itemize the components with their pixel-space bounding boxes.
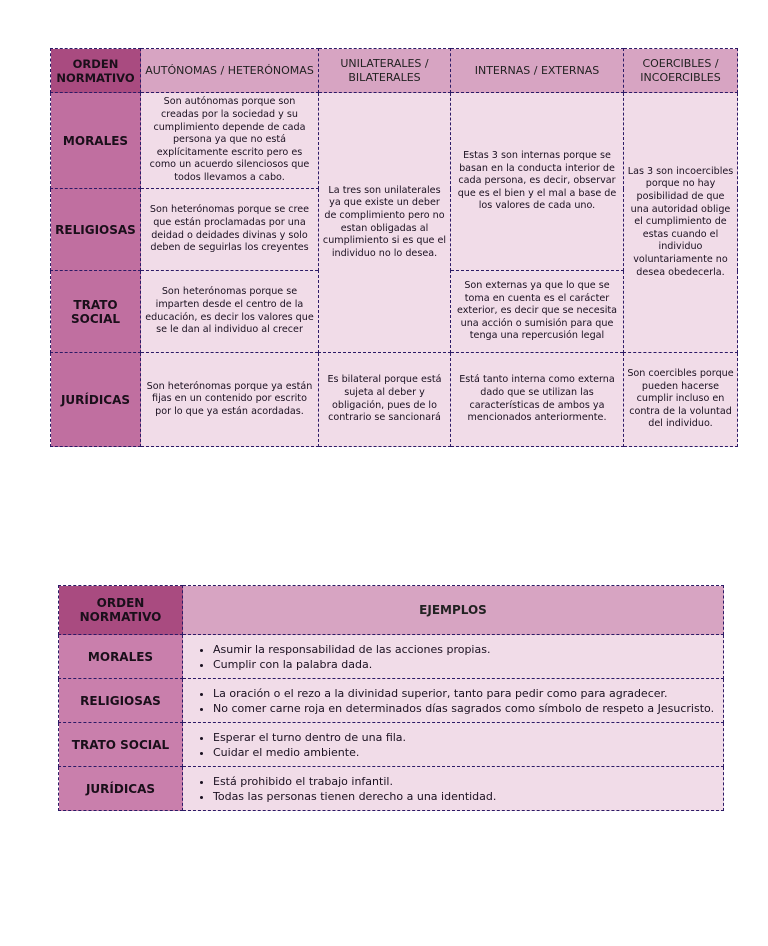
cell-trato-autonomas: Son heterónomas porque se imparten desde el centro de la educación, es decir los valores que se le dan al individuo al crecer [141,271,319,353]
cell-unilaterales-shared: La tres son unilaterales ya que existe un deber de complimiento pero no estan obligadas al cumplimiento si es que el individuo no lo desea. [319,93,451,353]
examples-row-juridicas: JURÍDICAS [59,767,183,811]
list-item: • No comer carne roja en determinados días sagrados como símbolo de respeto a Jesucristo. [213,701,715,716]
cell-coercibles-shared: Las 3 son incoercibles porque no hay posibilidad de que una autoridad oblige el cumplimiento de estas cuando el individuo voluntariamente no desea obedecerla. [624,93,738,353]
list-item: • La oración o el rezo a la divinidad superior, tanto para pedir como para agradecer. [213,686,715,701]
examples-cell-trato-social [183,723,724,767]
cell-morales-autonomas: Son autónomas porque son creadas por la sociedad y su cumplimiento depende de cada persona ya que no está explícitamente escrito pero es como un acuerdo silenciosos que todos llevamos a cabo. [141,93,319,189]
cell-juridicas-unilaterales: Es bilateral porque está sujeta al deber y obligación, pues de lo contrario se sancionará [319,353,451,447]
row-header-juridicas: JURÍDICAS [51,353,141,447]
examples-row-trato-social: TRATO SOCIAL [59,723,183,767]
row-header-trato-social: TRATO SOCIAL [51,271,141,353]
corner-header: ORDEN NORMATIVO [51,49,141,93]
examples-row-morales: MORALES [59,635,183,679]
normative-properties-table [50,48,738,447]
header-autonomas: AUTÓNOMAS / HETERÓNOMAS [141,49,319,93]
examples-row-religiosas: RELIGIOSAS [59,679,183,723]
examples-cell-morales [183,635,724,679]
examples-corner-header: ORDEN NORMATIVO [59,586,183,635]
cell-juridicas-coercibles: Son coercibles porque pueden hacerse cumplir incluso en contra de la voluntad del individuo. [624,353,738,447]
cell-juridicas-internas: Está tanto interna como externa dado que se utilizan las características de ambos ya mencionados anteriormente. [451,353,624,447]
cell-religiosas-autonomas: Son heterónomas porque se cree que están proclamadas por una deidad o deidades divinas y solo deben de seguirlas los creyentes [141,189,319,271]
cell-trato-internas: Son externas ya que lo que se toma en cuenta es el carácter exterior, es decir que se necesita una acción o sumisión para que tenga una repercusión legal [451,271,624,353]
examples-table [58,585,724,811]
examples-cell-juridicas [183,767,724,811]
examples-cell-religiosas [183,679,724,723]
row-header-morales: MORALES [51,93,141,189]
header-coercibles: COERCIBLES / INCOERCIBLES [624,49,738,93]
header-unilaterales: UNILATERALES / BILATERALES [319,49,451,93]
list-item: • Cumplir con la palabra dada. [213,657,715,672]
list-item: • Asumir la responsabilidad de las acciones propias. [213,642,715,657]
examples-header: EJEMPLOS [183,586,724,635]
list-item: • Todas las personas tienen derecho a una identidad. [213,789,715,804]
cell-internas-shared: Estas 3 son internas porque se basan en la conducta interior de cada persona, es decir, observar que es el bien y el mal a base de los valores de cada uno. [451,93,624,271]
list-item: • Está prohibido el trabajo infantil. [213,774,715,789]
list-item: • Cuidar el medio ambiente. [213,745,715,760]
row-header-religiosas: RELIGIOSAS [51,189,141,271]
cell-juridicas-autonomas: Son heterónomas porque ya están fijas en un contenido por escrito por lo que ya están acordadas. [141,353,319,447]
list-item: • Esperar el turno dentro de una fila. [213,730,715,745]
header-internas: INTERNAS / EXTERNAS [451,49,624,93]
